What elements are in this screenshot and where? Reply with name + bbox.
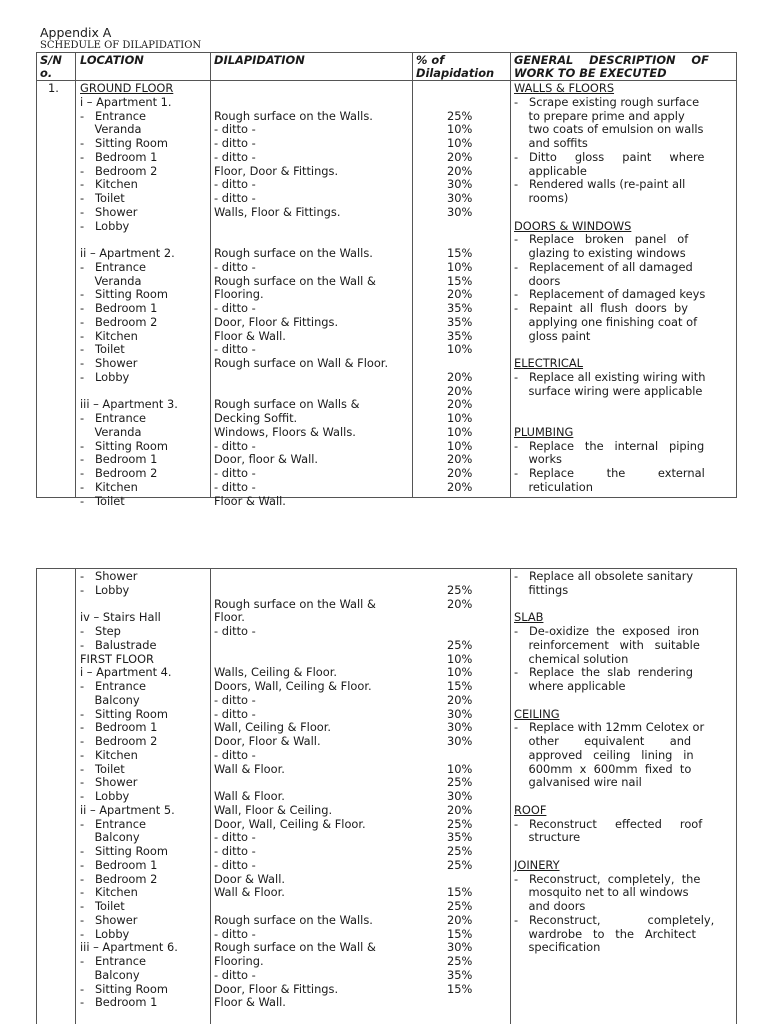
location-line: Veranda — [80, 424, 142, 439]
header-description-line-1: GENERAL DESCRIPTION OF — [514, 53, 709, 67]
percent-value: 20% — [447, 692, 473, 707]
location-line: - Entrance — [80, 816, 147, 831]
dilapidation-line: - ditto - — [214, 844, 256, 858]
dilapidation-line: Rough surface on the Wall & — [214, 273, 376, 288]
dilapidation-line: - ditto - — [214, 301, 256, 315]
description-line: structure — [514, 830, 581, 845]
percent-value: 25% — [447, 816, 473, 831]
location-line: Balcony — [80, 692, 140, 707]
description-line: - Replacement of all damaged — [514, 259, 693, 274]
location-line: - Bedroom 1 — [80, 857, 158, 872]
description-line: - Ditto gloss paint where — [514, 149, 705, 164]
location-line: - Sitting Room — [80, 844, 168, 858]
dilapidation-line: Decking Soffit. — [214, 411, 298, 425]
percent-value: 35% — [447, 830, 473, 845]
dilapidation-line: Door, Floor & Wall. — [214, 734, 321, 748]
header-percent-line-2: Dilapidation — [416, 66, 495, 80]
location-line: - Toilet — [80, 342, 125, 357]
dilapidation-line: Floor & Wall. — [214, 995, 286, 1010]
location-line: - Bedroom 2 — [80, 871, 158, 886]
description-line: - Reconstruct, completely, the — [514, 871, 701, 886]
location-line: - Kitchen — [80, 328, 138, 343]
percent-value: 10% — [447, 259, 473, 274]
dilapidation-line: Rough surface on the Walls. — [214, 246, 373, 260]
percent-value: 30% — [447, 177, 473, 192]
dilapidation-line: Walls, Ceiling & Floor. — [214, 665, 337, 680]
dilapidation-line: Floor & Wall. — [214, 328, 286, 343]
location-line: - Bedroom 2 — [80, 163, 158, 178]
dilapidation-line: - ditto - — [214, 692, 256, 707]
location-line: - Sitting Room — [80, 136, 168, 150]
location-line: - Bedroom 1 — [80, 149, 158, 164]
percent-value: 35% — [447, 967, 473, 982]
location-line: ii – Apartment 2. — [80, 246, 175, 260]
location-line: - Bedroom 2 — [80, 314, 158, 329]
table-1-bottom-border — [36, 497, 737, 498]
description-line: where applicable — [514, 679, 626, 693]
percent-value: 20% — [447, 149, 473, 164]
description-line: - Replace broken panel of — [514, 232, 689, 247]
location-line: - Bedroom 1 — [80, 720, 158, 735]
percent-value: 20% — [447, 163, 473, 178]
percent-value: 15% — [447, 981, 473, 996]
dilapidation-line: Wall, Ceiling & Floor. — [214, 720, 332, 735]
location-line: - Shower — [80, 569, 138, 583]
description-line: other equivalent and — [514, 734, 692, 748]
location-line: - Sitting Room — [80, 438, 168, 453]
dilapidation-line: Rough surface on the Walls. — [214, 108, 373, 123]
header-sn-line-1: S/N — [40, 53, 62, 67]
percent-value: 20% — [447, 466, 473, 480]
dilapidation-line: Rough surface on Wall & Floor. — [214, 356, 389, 370]
description-line: fittings — [514, 582, 569, 597]
description-line: and soffits — [514, 136, 588, 150]
percent-value: 10% — [447, 122, 473, 137]
location-line: - Bedroom 2 — [80, 466, 158, 480]
percent-value: 10% — [447, 136, 473, 150]
percent-value: 15% — [447, 273, 473, 288]
location-line: - Bedroom 1 — [80, 452, 158, 467]
location-line: - Lobby — [80, 218, 130, 233]
location-line: - Toilet — [80, 191, 125, 205]
dilapidation-line: - ditto - — [214, 149, 256, 164]
dilapidation-line: - ditto - — [214, 624, 256, 638]
description-line: - Replace all obsolete sanitary — [514, 569, 694, 583]
location-line: ii – Apartment 5. — [80, 802, 175, 817]
location-line: - Shower — [80, 775, 138, 790]
description-line: - Replace the internal piping — [514, 438, 705, 453]
location-line: - Lobby — [80, 582, 130, 597]
dilapidation-line: Wall & Floor. — [214, 885, 285, 900]
location-line: iv – Stairs Hall — [80, 610, 161, 625]
dilapidation-line: - ditto - — [214, 438, 256, 453]
description-line: and doors — [514, 899, 586, 913]
dilapidation-line: Walls, Floor & Fittings. — [214, 204, 341, 219]
table-2-column-border — [510, 568, 511, 1024]
location-line: iii – Apartment 3. — [80, 397, 178, 412]
row-number: 1. — [48, 81, 59, 95]
dilapidation-line: Door, floor & Wall. — [214, 452, 319, 467]
percent-value: 30% — [447, 706, 473, 721]
dilapidation-line: Floor, Door & Fittings. — [214, 163, 339, 178]
description-line: PLUMBING — [514, 424, 574, 439]
percent-value: 25% — [447, 844, 473, 858]
location-line: - Toilet — [80, 761, 125, 776]
dilapidation-line: Door & Wall. — [214, 871, 285, 886]
location-line: Balcony — [80, 830, 140, 845]
percent-value: 20% — [447, 452, 473, 467]
description-line: doors — [514, 273, 561, 288]
percent-value: 35% — [447, 328, 473, 343]
header-sn-line-2: o. — [40, 66, 53, 80]
description-line: approved ceiling lining in — [514, 747, 694, 762]
location-line: - Kitchen — [80, 747, 138, 762]
description-line: applicable — [514, 163, 587, 178]
description-line: - Reconstruct effected roof — [514, 816, 703, 831]
table-1-column-border — [510, 52, 511, 498]
location-line: - Lobby — [80, 926, 130, 941]
location-line: - Sitting Room — [80, 981, 168, 996]
description-line: - Replace the external — [514, 466, 705, 480]
location-line: - Shower — [80, 204, 138, 219]
percent-value: 20% — [447, 383, 473, 398]
location-line: - Bedroom 1 — [80, 301, 158, 315]
percent-value: 15% — [447, 885, 473, 900]
percent-value: 25% — [447, 108, 473, 123]
percent-value: 30% — [447, 720, 473, 735]
location-line: - Toilet — [80, 899, 125, 913]
appendix-title: Appendix A — [40, 25, 112, 40]
table-1-column-border — [412, 52, 413, 498]
percent-value: 20% — [447, 802, 473, 817]
location-line: - Kitchen — [80, 885, 138, 900]
table-1-column-border — [736, 52, 737, 498]
description-line: - Reconstruct, completely, — [514, 912, 715, 927]
header-location: LOCATION — [80, 53, 144, 67]
description-line: JOINERY — [514, 857, 560, 872]
description-line: to prepare prime and apply — [514, 108, 685, 123]
percent-value: 35% — [447, 314, 473, 329]
description-line: mosquito net to all windows — [514, 885, 689, 900]
description-line: - De-oxidize the exposed iron — [514, 624, 700, 638]
description-line: SLAB — [514, 610, 544, 625]
description-line: ELECTRICAL — [514, 356, 584, 370]
location-line: - Balustrade — [80, 637, 157, 652]
percent-value: 20% — [447, 369, 473, 384]
percent-value: 10% — [447, 651, 473, 666]
description-line: wardrobe to the Architect — [514, 926, 696, 941]
location-line: iii – Apartment 6. — [80, 940, 178, 955]
percent-value: 20% — [447, 596, 473, 611]
dilapidation-line: Floor & Wall. — [214, 493, 286, 508]
dilapidation-line: Wall & Floor. — [214, 761, 285, 776]
table-1-column-border — [210, 52, 211, 498]
percent-value: 20% — [447, 397, 473, 412]
dilapidation-line: - ditto - — [214, 967, 256, 982]
location-line: - Lobby — [80, 369, 130, 384]
location-line: - Entrance — [80, 259, 147, 274]
dilapidation-line: - ditto - — [214, 706, 256, 721]
dilapidation-line: - ditto - — [214, 926, 256, 941]
description-line: - Replace with 12mm Celotex or — [514, 720, 705, 735]
table-2-column-border — [36, 568, 37, 1024]
dilapidation-line: - ditto - — [214, 122, 256, 137]
description-line: glazing to existing windows — [514, 246, 686, 260]
percent-value: 15% — [447, 679, 473, 693]
dilapidation-line: Rough surface on Walls & — [214, 397, 360, 412]
percent-value: 25% — [447, 582, 473, 597]
percent-value: 10% — [447, 665, 473, 680]
percent-value: 30% — [447, 204, 473, 219]
percent-value: 10% — [447, 438, 473, 453]
location-line: FIRST FLOOR — [80, 651, 154, 666]
dilapidation-line: Door, Wall, Ceiling & Floor. — [214, 816, 366, 831]
location-line: - Entrance — [80, 679, 147, 693]
header-percent-line-1: % of — [416, 53, 445, 67]
dilapidation-line: Doors, Wall, Ceiling & Floor. — [214, 679, 372, 693]
location-line: Veranda — [80, 122, 142, 137]
location-line: - Entrance — [80, 411, 147, 425]
percent-value: 30% — [447, 734, 473, 748]
description-line: galvanised wire nail — [514, 775, 642, 790]
table-2-column-border — [736, 568, 737, 1024]
description-line: reticulation — [514, 479, 594, 494]
percent-value: 30% — [447, 191, 473, 205]
dilapidation-line: - ditto - — [214, 177, 256, 192]
dilapidation-line: - ditto - — [214, 479, 256, 494]
location-line: - Sitting Room — [80, 706, 168, 721]
dilapidation-line: - ditto - — [214, 747, 256, 762]
dilapidation-line: - ditto - — [214, 259, 256, 274]
header-dilapidation: DILAPIDATION — [214, 53, 305, 67]
percent-value: 20% — [447, 287, 473, 302]
location-line: - Entrance — [80, 108, 147, 123]
percent-value: 10% — [447, 424, 473, 439]
percent-value: 25% — [447, 899, 473, 913]
location-line: GROUND FLOOR — [80, 81, 174, 95]
location-line: i – Apartment 1. — [80, 94, 172, 109]
description-line: 600mm x 600mm fixed to — [514, 761, 692, 776]
table-2-column-border — [75, 568, 76, 1024]
description-line: rooms) — [514, 191, 569, 205]
dilapidation-line: Windows, Floors & Walls. — [214, 424, 356, 439]
dilapidation-line: Rough surface on the Wall & — [214, 596, 376, 611]
table-2-column-border — [210, 568, 211, 1024]
percent-value: 10% — [447, 761, 473, 776]
description-line: - Scrape existing rough surface — [514, 94, 700, 109]
percent-value: 35% — [447, 301, 473, 315]
description-line: two coats of emulsion on walls — [514, 122, 704, 137]
location-line: - Bedroom 1 — [80, 995, 158, 1010]
location-line: - Bedroom 2 — [80, 734, 158, 748]
percent-value: 10% — [447, 342, 473, 357]
location-line: - Toilet — [80, 493, 125, 508]
dilapidation-line: Rough surface on the Walls. — [214, 912, 373, 927]
dilapidation-line: - ditto - — [214, 857, 256, 872]
percent-value: 25% — [447, 954, 473, 968]
dilapidation-line: Floor. — [214, 610, 245, 625]
dilapidation-line: Door, Floor & Fittings. — [214, 314, 339, 329]
percent-value: 30% — [447, 789, 473, 803]
location-line: - Step — [80, 624, 121, 638]
description-line: DOORS & WINDOWS — [514, 218, 632, 233]
description-line: ROOF — [514, 802, 547, 817]
location-line: - Kitchen — [80, 177, 138, 192]
description-line: applying one finishing coat of — [514, 314, 698, 329]
percent-value: 25% — [447, 857, 473, 872]
dilapidation-line: - ditto - — [214, 342, 256, 357]
location-line: Veranda — [80, 273, 142, 288]
description-line: - Replacement of damaged keys — [514, 287, 706, 302]
description-line: - Replace all existing wiring with — [514, 369, 706, 384]
description-line: works — [514, 452, 562, 467]
description-line: - Repaint all flush doors by — [514, 301, 689, 315]
location-line: - Kitchen — [80, 479, 138, 494]
description-line: chemical solution — [514, 651, 629, 666]
header-description-line-2: WORK TO BE EXECUTED — [514, 66, 667, 80]
description-line: gloss paint — [514, 328, 591, 343]
description-line: specification — [514, 940, 601, 955]
location-line: - Sitting Room — [80, 287, 168, 302]
table-1-column-border — [75, 52, 76, 498]
dilapidation-line: - ditto - — [214, 136, 256, 150]
description-line: WALLS & FLOORS — [514, 81, 615, 95]
percent-value: 25% — [447, 637, 473, 652]
description-line: - Replace the slab rendering — [514, 665, 693, 680]
dilapidation-line: Flooring. — [214, 287, 264, 302]
description-line: reinforcement with suitable — [514, 637, 700, 652]
dilapidation-line: Rough surface on the Wall & — [214, 940, 376, 955]
description-line: CEILING — [514, 706, 560, 721]
dilapidation-line: - ditto - — [214, 191, 256, 205]
table-1-column-border — [36, 52, 37, 498]
dilapidation-line: Flooring. — [214, 954, 264, 968]
description-line: - Rendered walls (re-paint all — [514, 177, 686, 192]
dilapidation-line: - ditto - — [214, 830, 256, 845]
location-line: - Shower — [80, 356, 138, 370]
percent-value: 15% — [447, 246, 473, 260]
percent-value: 10% — [447, 411, 473, 425]
dilapidation-line: - ditto - — [214, 466, 256, 480]
percent-value: 30% — [447, 940, 473, 955]
location-line: - Entrance — [80, 954, 147, 968]
dilapidation-line: Door, Floor & Fittings. — [214, 981, 339, 996]
location-line: - Lobby — [80, 789, 130, 803]
description-line: surface wiring were applicable — [514, 383, 703, 398]
percent-value: 20% — [447, 479, 473, 494]
location-line: Balcony — [80, 967, 140, 982]
percent-value: 20% — [447, 912, 473, 927]
location-line: i – Apartment 4. — [80, 665, 172, 680]
location-line: - Shower — [80, 912, 138, 927]
dilapidation-line: Wall, Floor & Ceiling. — [214, 802, 333, 817]
dilapidation-line: Wall & Floor. — [214, 789, 285, 803]
percent-value: 15% — [447, 926, 473, 941]
schedule-subtitle: SCHEDULE OF DILAPIDATION — [40, 40, 202, 51]
percent-value: 25% — [447, 775, 473, 790]
